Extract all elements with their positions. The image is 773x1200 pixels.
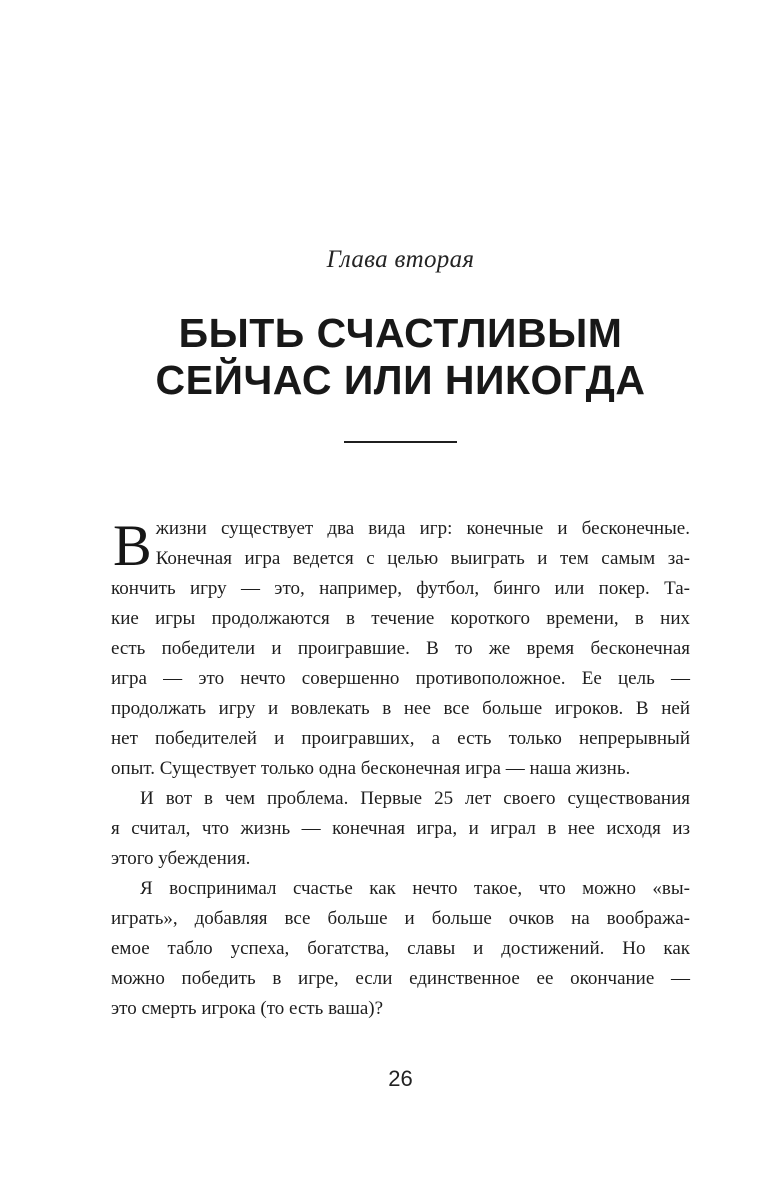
paragraph (111, 784, 690, 874)
text-line: игра — это нечто совершенно противоположное. Ее цель — (111, 668, 690, 689)
text-line: опыт. Существует только одна бесконечная игра — наша жизнь. (111, 758, 631, 779)
text-column (111, 245, 690, 1092)
chapter-title (111, 310, 690, 404)
text-line: жизни существует два вида игр: конечные и бесконечные. (155, 518, 690, 539)
text-line: играть», добавляя все больше и больше очков на вообража- (111, 908, 690, 929)
text-line: емое табло успеха, богатства, славы и достижений. Но как (111, 938, 690, 959)
text-line: Я воспринимал счастье как нечто такое, что можно «вы- (140, 878, 690, 899)
page-number: 26 (388, 1066, 413, 1091)
text-line: я считал, что жизнь — конечная игра, и играл в нее исходя из (111, 818, 690, 839)
title-line-2: СЕЙЧАС ИЛИ НИКОГДА (155, 357, 646, 403)
text-line: нет победителей и проигравших, а есть только непрерывный (111, 728, 690, 749)
divider-rule (344, 441, 457, 443)
text-line: И вот в чем проблема. Первые 25 лет своего существования (140, 788, 690, 809)
chapter-label: Глава вторая (326, 246, 475, 273)
text-line: Конечная игра ведется с целью выиграть и тем самым за- (155, 548, 690, 569)
text-line: можно победить в игре, если единственное ее окончание — (111, 968, 690, 989)
paragraph (111, 514, 690, 784)
text-line: продолжать игру и вовлекать в нее все больше игроков. В ней (111, 698, 690, 719)
text-line: кончить игру — это, например, футбол, бинго или покер. Та- (111, 578, 690, 599)
text-line: есть победители и проигравшие. В то же время бесконечная (111, 638, 690, 659)
paragraph (111, 874, 690, 1024)
text-line: это смерть игрока (то есть ваша)? (111, 998, 384, 1019)
body-text (111, 514, 690, 1024)
text-line: этого убеждения. (111, 848, 251, 869)
text-line: кие игры продолжаются в течение короткого времени, в них (111, 608, 690, 629)
drop-cap: В (113, 513, 152, 578)
title-line-1: БЫТЬ СЧАСТЛИВЫМ (178, 310, 623, 356)
